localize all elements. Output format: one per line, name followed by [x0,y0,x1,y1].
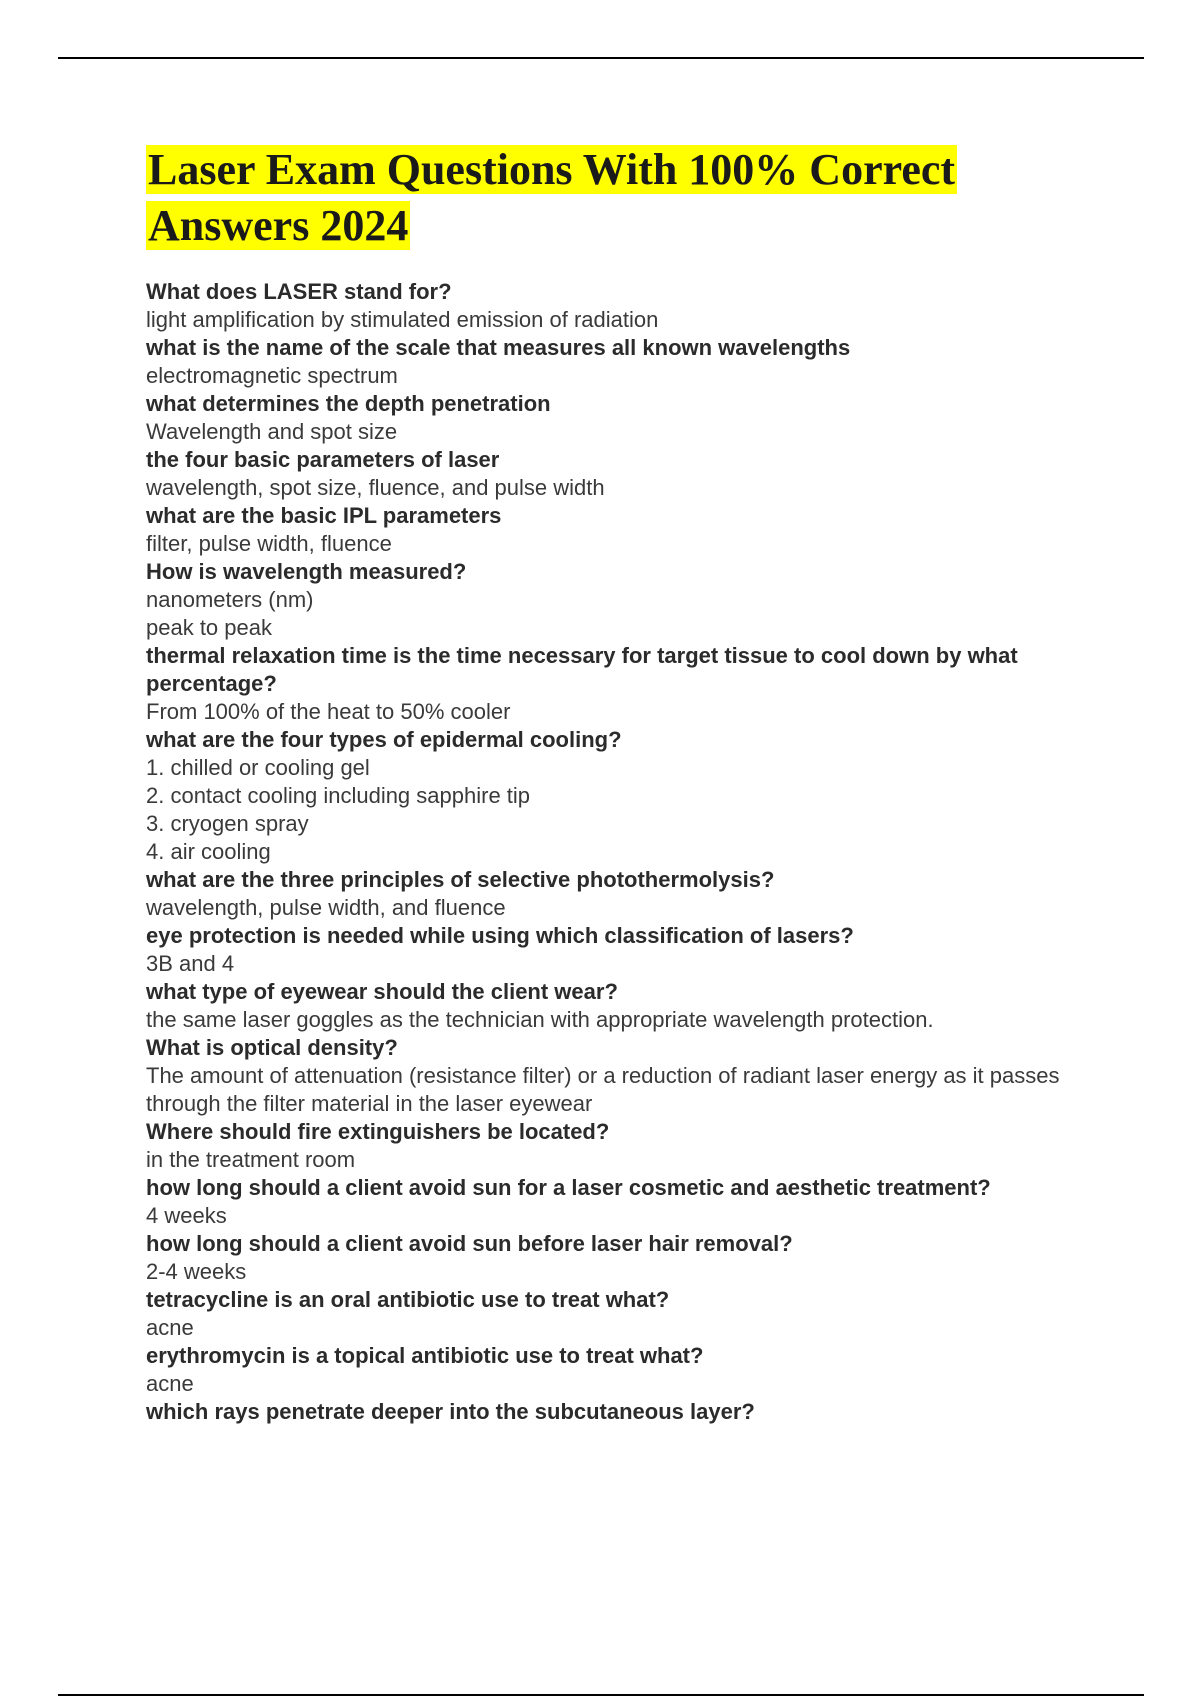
question-text: what type of eyewear should the client wear? [146,979,618,1004]
answer-text: From 100% of the heat to 50% cooler [146,699,511,724]
top-rule [58,57,1144,59]
question-text: Where should fire extinguishers be located? [146,1119,610,1144]
question-text: What is optical density? [146,1035,398,1060]
document-body [146,142,1106,1426]
question-text: How is wavelength measured? [146,559,467,584]
question-text: what are the three principles of selective photothermolysis? [146,867,775,892]
answer-text: the same laser goggles as the technician with appropriate wavelength protection. [146,1007,934,1032]
qa-item [146,1230,1106,1286]
answer-text: light amplification by stimulated emission of radiation [146,307,659,332]
answer-text: Wavelength and spot size [146,419,398,444]
question-text: what determines the depth penetration [146,391,551,416]
question-text: how long should a client avoid sun before laser hair removal? [146,1231,793,1256]
qa-item [146,1118,1106,1174]
answer-text: nanometers (nm) [146,587,314,612]
qa-item [146,642,1106,726]
qa-item [146,922,1106,978]
question-text: which rays penetrate deeper into the subcutaneous layer? [146,1399,755,1424]
qa-item [146,390,1106,446]
bottom-rule [58,1694,1144,1696]
question-text: the four basic parameters of laser [146,447,500,472]
answer-text: 1. chilled or cooling gel [146,755,370,780]
qa-item [146,1342,1106,1398]
qa-item [146,446,1106,502]
qa-item [146,726,1106,866]
answer-text: peak to peak [146,615,272,640]
question-text: What does LASER stand for? [146,279,452,304]
question-text: what are the basic IPL parameters [146,503,502,528]
answer-text: filter, pulse width, fluence [146,531,392,556]
qa-item [146,866,1106,922]
question-text: how long should a client avoid sun for a laser cosmetic and aesthetic treatment? [146,1175,991,1200]
qa-item [146,978,1106,1034]
answer-text: acne [146,1315,194,1340]
qa-item [146,558,1106,642]
document-title [146,142,1106,254]
question-text: erythromycin is a topical antibiotic use to treat what? [146,1343,704,1368]
qa-item [146,278,1106,334]
answer-text: acne [146,1371,194,1396]
answer-text: 3. cryogen spray [146,811,309,836]
qa-list [146,278,1106,1426]
answer-text: 2-4 weeks [146,1259,247,1284]
answer-text: 4. air cooling [146,839,271,864]
answer-text: 2. contact cooling including sapphire tip [146,783,531,808]
qa-item [146,334,1106,390]
answer-text: wavelength, pulse width, and fluence [146,895,506,920]
qa-item [146,502,1106,558]
qa-item [146,1174,1106,1230]
qa-item [146,1034,1106,1118]
question-text: eye protection is needed while using which classification of lasers? [146,923,854,948]
answer-text: wavelength, spot size, fluence, and pulse width [146,475,605,500]
answer-text: The amount of attenuation (resistance filter) or a reduction of radiant laser energy as it passes through the filter material in the laser eyewear [146,1063,1060,1116]
qa-item [146,1398,1106,1426]
answer-text: 4 weeks [146,1203,227,1228]
question-text: what is the name of the scale that measures all known wavelengths [146,335,851,360]
answer-text: 3B and 4 [146,951,235,976]
title-line-2: Answers 2024 [148,201,409,250]
answer-text: electromagnetic spectrum [146,363,398,388]
answer-text: in the treatment room [146,1147,356,1172]
title-line-1: Laser Exam Questions With 100% Correct [148,145,956,194]
qa-item [146,1286,1106,1342]
question-text: thermal relaxation time is the time necessary for target tissue to cool down by what percentage? [146,643,1018,696]
question-text: tetracycline is an oral antibiotic use to treat what? [146,1287,670,1312]
question-text: what are the four types of epidermal cooling? [146,727,622,752]
